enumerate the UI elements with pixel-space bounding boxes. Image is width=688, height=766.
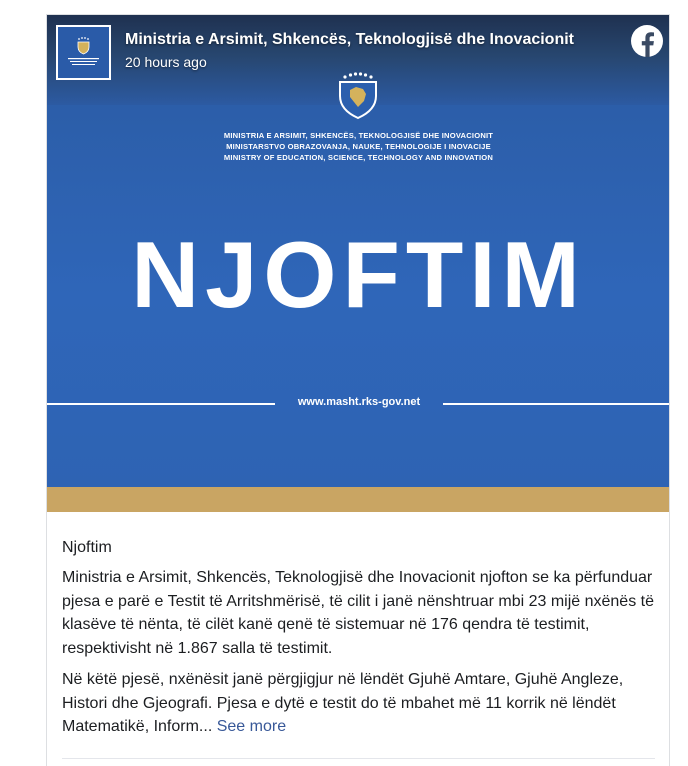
ministry-name-albanian: MINISTRIA E ARSIMIT, SHKENCËS, TEKNOLOGJISË DHE INOVACIONIT [223,131,494,140]
facebook-icon[interactable] [631,25,663,57]
ministry-name-serbian: MINISTARSTVO OBRAZOVANJA, NAUKE, TEHNOLOGIJE I INOVACIJE [226,142,491,151]
post-paragraph-2-text: Në këtë pjesë, nxënësit janë përgjigjur në lëndët Gjuhë Amtare, Gjuhë Angleze, Histori dhe Gjeografi. Pjesa e dytë e testit do të mbahet më 11 korrik në lëndët Matematikë, Inform... [62,671,624,735]
post-divider [62,758,655,759]
image-gold-band [47,487,670,512]
post-title: Njoftim [62,539,112,556]
post-text [62,537,657,747]
ministry-logo-icon[interactable] [56,25,111,80]
website-url: www.masht.rks-gov.net [297,396,421,408]
post-timestamp[interactable]: 20 hours ago [125,54,207,70]
headline-njoftim: NJOFTIM [131,222,586,327]
post-paragraph-2 [62,668,657,739]
facebook-post-card [46,14,670,766]
page-name[interactable]: Ministria e Arsimit, Shkencës, Teknologjisë dhe Inovacionit [125,31,574,48]
post-image[interactable] [47,15,670,512]
post-paragraph-1: Ministria e Arsimit, Shkencës, Teknologjisë dhe Inovacionit njofton se ka përfunduar pjesa e parë e Testit të Arritshmërisë, të cilit i janë nënshtruar mbi 23 mijë nxënës të klasëve të nënta, të cilët kanë qenë të sistemuar në 176 qendra të testimit, respektivisht në 1.867 salla të testimit. [62,569,654,657]
kosovo-emblem-icon [336,72,380,120]
see-more-link[interactable]: See more [216,718,287,735]
divider-line-left [47,403,275,405]
ministry-name-english: MINISTRY OF EDUCATION, SCIENCE, TECHNOLOGY AND INNOVATION [223,153,494,162]
divider-line-right [443,403,670,405]
